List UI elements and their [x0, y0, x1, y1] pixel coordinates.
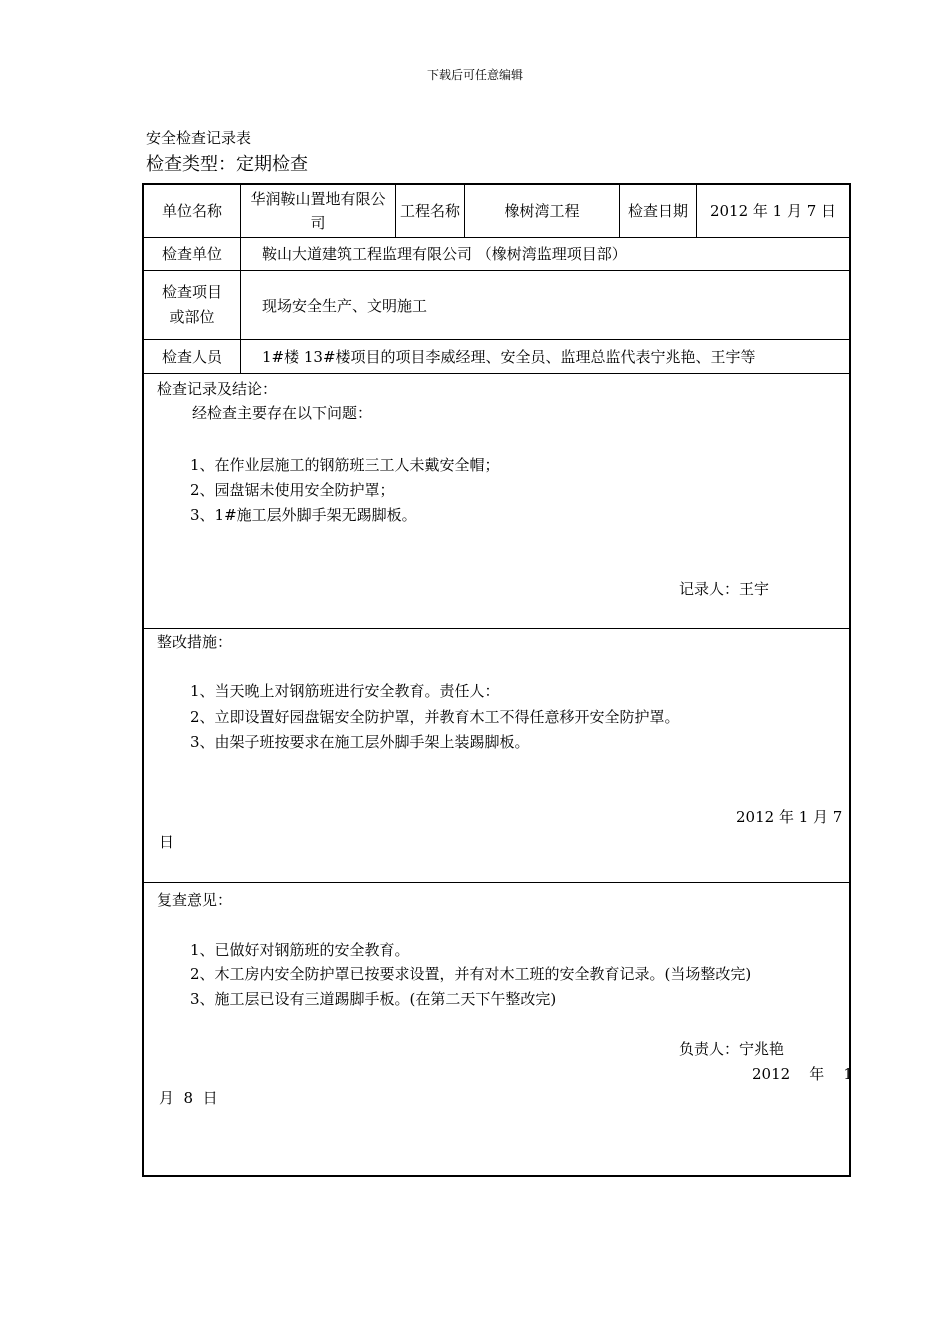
inspection-date-label: 检查日期: [627, 202, 688, 220]
rectify-date-line1: 2012 年 1 月 7: [736, 808, 843, 826]
review-heading: 复查意见：: [157, 891, 233, 909]
responsible-person: 负责人：宁兆艳: [679, 1040, 785, 1058]
record-item: 2、园盘锯未使用安全防护罩；: [190, 481, 395, 499]
rectify-heading: 整改措施：: [157, 633, 233, 651]
rectify-item: 1、当天晚上对钢筋班进行安全教育。责任人：: [190, 682, 500, 700]
row-divider: [144, 237, 849, 238]
record-heading: 检查记录及结论：: [157, 380, 278, 398]
inspectors-label: 检查人员: [161, 348, 222, 366]
inspection-type: 检查类型：定期检查: [146, 154, 308, 175]
unit-name-value-line1: 华润鞍山置地有限公: [250, 190, 386, 208]
rectify-item: 3、由架子班按要求在施工层外脚手架上装踢脚板。: [190, 733, 530, 751]
review-date-line1: 2012 年 1: [752, 1065, 853, 1083]
unit-name-label: 单位名称: [161, 202, 222, 220]
document-title: 安全检查记录表: [146, 129, 252, 147]
project-name-value: 橡树湾工程: [504, 202, 580, 220]
record-item: 3、1#施工层外脚手架无踢脚板。: [190, 506, 417, 524]
section-divider: [144, 628, 849, 629]
project-name-label: 工程名称: [399, 202, 460, 220]
section-divider: [144, 882, 849, 883]
review-item: 1、已做好对钢筋班的安全教育。: [190, 941, 410, 959]
row-divider: [144, 339, 849, 340]
inspection-item-value: 现场安全生产、文明施工: [262, 297, 428, 315]
record-intro: 经检查主要存在以下问题：: [192, 404, 373, 422]
rectify-date-line2: 日: [159, 833, 175, 851]
row-divider: [144, 373, 849, 374]
rectify-item: 2、立即设置好园盘锯安全防护罩，并教育木工不得任意移开安全防护罩。: [190, 708, 680, 726]
inspection-date-value: 2012 年 1 月 7 日: [709, 202, 837, 220]
record-item: 1、在作业层施工的钢筋班三工人未戴安全帽；: [190, 456, 500, 474]
review-date-line2: 月 8 日: [159, 1089, 218, 1107]
inspection-item-label-line2: 或部位: [169, 308, 215, 326]
inspecting-unit-value: 鞍山大道建筑工程监理有限公司 （橡树湾监理项目部）: [262, 245, 627, 263]
inspectors-value: 1#楼 13#楼项目的项目李威经理、安全员、监理总监代表宁兆艳、王宇等: [262, 348, 756, 366]
row-divider: [144, 270, 849, 271]
recorder: 记录人：王宇: [679, 580, 770, 598]
review-item: 2、木工房内安全防护罩已按要求设置，并有对木工班的安全教育记录。(当场整改完): [190, 965, 752, 983]
inspection-record-table: [142, 183, 851, 1177]
review-item: 3、施工层已设有三道踢脚手板。(在第二天下午整改完): [190, 990, 557, 1008]
inspecting-unit-label: 检查单位: [161, 245, 222, 263]
inspection-item-label-line1: 检查项目: [161, 283, 222, 301]
header-note: 下载后可任意编辑: [426, 68, 523, 82]
unit-name-value-line2: 司: [310, 214, 326, 232]
